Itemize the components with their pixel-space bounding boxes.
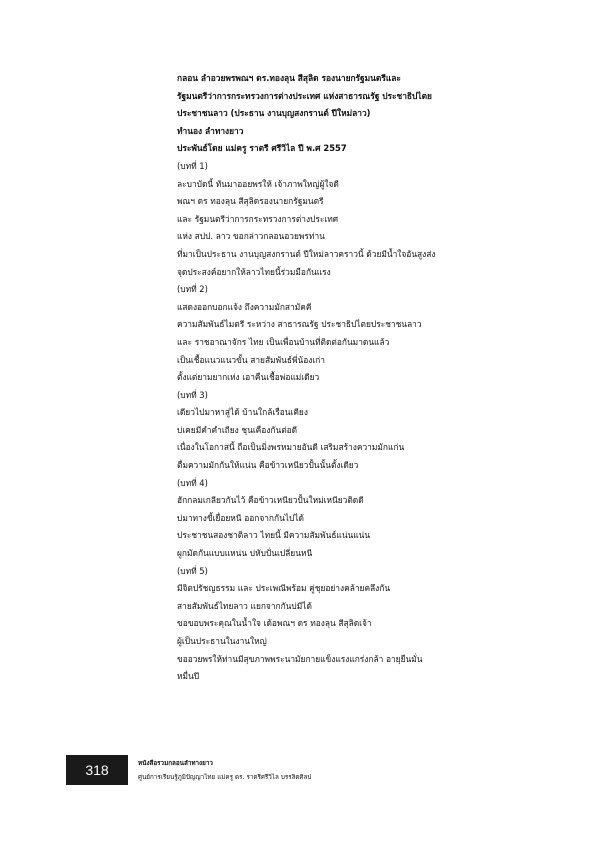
page-footer [66, 755, 536, 785]
poem-heading [177, 70, 567, 158]
heading-line: ประพันธ์โดย แม่ครู ราตรี ศรีวิไล ปี พ.ศ 2557 [177, 143, 347, 154]
poem-line: ขออวยพรให้ท่านมีสุขภาพพระนามัยกายแข็งแรงแกร่งกล้า อายุยืนมั่น [177, 653, 423, 664]
poem-line: ตั้งแต่ยามยากเห่ง เอาคืนเชื้อพ่อแม่เดียว [177, 372, 320, 383]
poem-line: ขอขอบพระคุณในน้ำใจ เด้อพณฯ ดร ทองลุน สีสุลิดเจ้า [177, 618, 372, 629]
poem-line: บ่มาทางขี้เยื่อยหนี ออกจากกันไปได้ [177, 512, 304, 523]
footer-book-title: หนังสือรวมกลอนลำทางยาว [138, 760, 213, 767]
poem-line: ฮักกลมเกลียวกันไว้ คือข้าวเหนียวปั้นใหม่เหนียวติดดี [177, 495, 364, 506]
poem-content [177, 70, 567, 686]
page-number: 318 [66, 755, 128, 785]
heading-line: ทำนอง ลำทางยาว [177, 125, 244, 136]
poem-line: บ่เคยมีคำคำเถียง ชุนเคืองกันต่อดี [177, 424, 298, 435]
poem-line: จุดประสงค์อยากให้ลาวไทยนี้ร่วมมือกันแรง [177, 266, 331, 277]
poem-line: ประชาชนสองชาติลาว ไทยนี้ มีความสัมพันธ์แน่นแน่น [177, 530, 371, 541]
poem-line: สายสัมพันธ์ไทยลาว แยกจากกันบ่มีได้ [177, 600, 312, 611]
poem-line: หมื่นปี [177, 671, 200, 682]
poem-body [177, 158, 567, 686]
footer-book-subtitle: ศูนย์การเรียนรู้ภูมิปัญญาไทย แม่ครู ดร. ราตรีศรีวิไล บรรลิตศิลป [138, 774, 312, 781]
heading-line: ประชาชนลาว (ประธาน งานบุญสงกรานต์ ปีใหม่ลาว) [177, 108, 371, 119]
heading-line: รัฐมนตรีว่าการกระทรวงการต่างประเทศ แห่งสาธารณรัฐ ประชาธิปไตย [177, 90, 432, 101]
poem-line: เนื่องในโอกาสนี้ ถือเป็นมิ่งพรหมายอันดี เสริมสร้างความมักแก่น [177, 442, 405, 453]
poem-line: ผู้เป็นประธานในงานใหญ่ [177, 636, 267, 646]
poem-line: แสดงออกบอกแจ้ง ถึงความมักสามัคคี [177, 301, 312, 312]
stanza-label: (บทที่ 4) [177, 477, 208, 488]
poem-line: แห่ง สปป. ลาว ขอกล่าวกลอนอวยพรท่าน [177, 231, 325, 242]
poem-line: ละบาบัดนี้ ทันมาออยพรให้ เจ้าภาพใหญ่ผู้ใจดี [177, 178, 339, 189]
poem-line: และ รัฐมนตรีว่าการกระทรวงการต่างประเทศ [177, 213, 339, 224]
heading-line: กลอน ลำอวยพรพณฯ ดร.ทองลุน สีสุลิด รองนายกรัฐมนตรีและ [177, 73, 401, 83]
poem-line: ที่มาเป็นประธาน งานบุญสงกรานต์ ปีใหม่ลาวคราวนี้ ด้วยมีน้ำใจอันสูงส่ง [177, 248, 436, 259]
stanza-label: (บทที่ 1) [177, 160, 208, 171]
stanza-label: (บทที่ 2) [177, 284, 208, 295]
poem-line: เป็นเชื้อแนวแนวขั้น สายสัมพันธ์พี่น้องเก่า [177, 354, 325, 365]
poem-line: ผูกมัดกันแบบแหน่น บ่หับปั่นเปลี่ยนหนี [177, 548, 313, 559]
poem-line: มีจิตปรัชญธรรม และ ประเพณีพร้อม คู่ชุยอย่างคล้ายคลึงกัน [177, 583, 391, 594]
poem-line: ตื่มความมักกันให้แน่น คือข้าวเหนียวปั้นนั้นตั้งเดียว [177, 460, 359, 471]
poem-line: ความสัมพันธ์ไมตรี ระหว่าง สาธารณรัฐ ประชาธิปไตยประชาชนลาว [177, 319, 422, 330]
poem-line: พณฯ ดร ทองลุน สีสุลิดรองนายกรัฐมนตรี [177, 196, 324, 207]
stanza-label: (บทที่ 5) [177, 565, 208, 576]
poem-line: เดียวไปมาหาสู่ได้ บ้านใกล้เรือนเคียง [177, 407, 308, 418]
stanza-label: (บทที่ 3) [177, 389, 208, 400]
poem-line: และ ราชอาณาจักร ไทย เป็นเพื่อนบ้านที่ติดต่อกันมาดนแล้ว [177, 336, 390, 347]
